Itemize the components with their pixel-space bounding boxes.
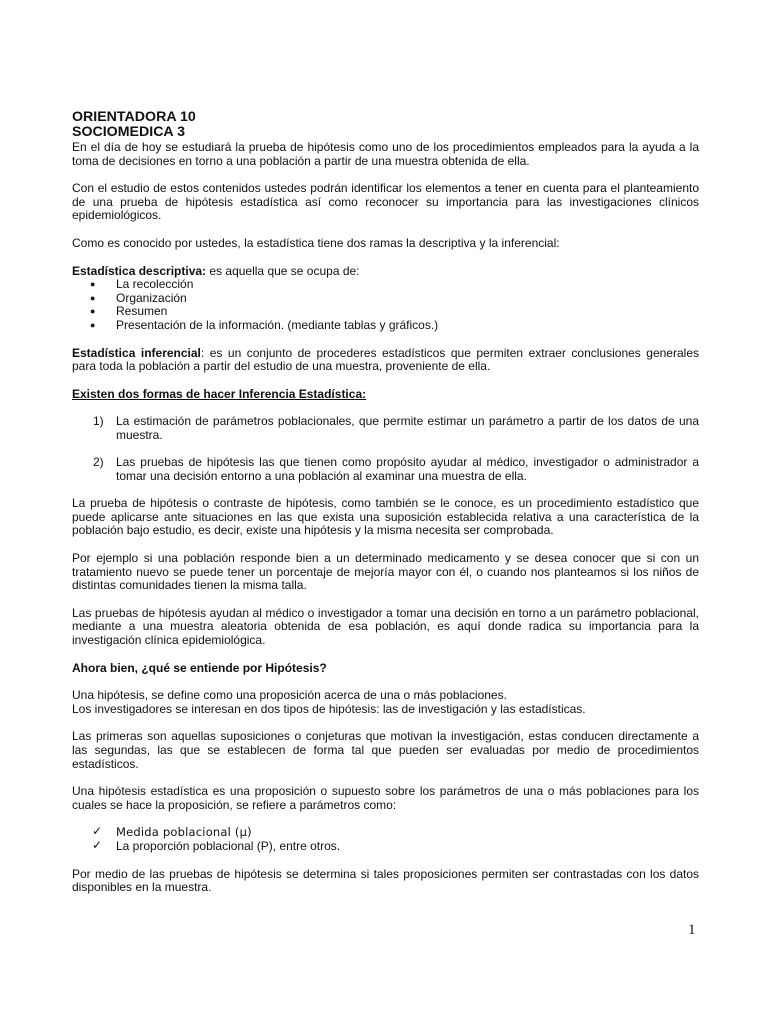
list-item: 1) La estimación de parámetros poblacionales, que permite estimar un parámetro a partir de los datos de una muestra. bbox=[93, 414, 699, 442]
parameters-list bbox=[72, 826, 699, 853]
inference-forms-list bbox=[72, 415, 699, 483]
branches-paragraph: Como es conocido por ustedes, la estadística tiene dos ramas la descriptiva y la inferencial: bbox=[72, 235, 560, 250]
intro-paragraph: En el día de hoy se estudiará la prueba de hipótesis como uno de los procedimientos empleados para la ayuda a la toma de decisiones en torno a una población a partir de una muestra obtenida de ella. bbox=[72, 140, 699, 168]
example-paragraph: Por ejemplo si una población responde bien a un determinado medicamento y se desea conocer que si con un tratamiento nuevo se puede tener un porcentaje de mejoría mayor con él, o cuando nos planteamos si los niños de distintas comunidades tienen la misma talla. bbox=[72, 551, 699, 593]
list-item: ✓ Medida poblacional (μ) bbox=[92, 824, 252, 840]
descriptive-list bbox=[72, 278, 699, 332]
inferential-definition bbox=[72, 347, 699, 374]
checkmark-icon: ✓ bbox=[92, 837, 103, 852]
inference-forms-heading: Existen dos formas de hacer Inferencia Estadística: bbox=[72, 386, 367, 401]
list-item: 2) Las pruebas de hipótesis las que tienen como propósito ayudar al médico, investigador o administrador a tomar una decisión entorno a una población al examinar una muestra de ella. bbox=[93, 455, 699, 483]
document-subtitle: SOCIOMEDICA 3 bbox=[72, 124, 185, 140]
statistical-hypothesis-paragraph: Una hipótesis estadística es una proposición o supuesto sobre los parámetros de una o más poblaciones para los cuales se hace la proposición, se refiere a parámetros como: bbox=[72, 784, 699, 812]
checkmark-icon: ✓ bbox=[92, 824, 103, 839]
document-title: ORIENTADORA 10 bbox=[72, 109, 196, 125]
page-number: 1 bbox=[688, 922, 696, 938]
descriptive-text: es aquella que se ocupa de: bbox=[206, 263, 360, 278]
list-item: ✓ La proporción poblacional (P), entre otros. bbox=[92, 837, 341, 853]
closing-paragraph: Por medio de las pruebas de hipótesis se determina si tales proposiciones permiten ser contrastadas con los datos disponibles en la muestra. bbox=[72, 866, 699, 895]
definition-line-1: Una hipótesis, se define como una proposición acerca de una o más poblaciones. bbox=[72, 688, 507, 703]
descriptive-label: Estadística descriptiva: bbox=[72, 263, 207, 278]
document-page bbox=[72, 110, 699, 909]
inferential-text: : es un conjunto de procederes estadísticos que permiten extraer conclusiones generales para toda la población a partir del estudio de una muestra, proveniente de ella. bbox=[72, 345, 699, 374]
list-item: ● La recolección bbox=[90, 277, 194, 292]
list-item: ● Resumen bbox=[90, 304, 168, 319]
definition-line-2: Los investigadores se interesan en dos tipos de hipótesis: las de investigación y las estadísticas. bbox=[72, 701, 586, 716]
hypothesis-test-paragraph: La prueba de hipótesis o contraste de hipótesis, como también se le conoce, es un procedimiento estadístico que puede aplicarse ante situaciones en las que exista una suposición establecida relativa a una característica de la población bajo estudio, es decir, existe una hipótesis y la misma necesita ser comprobada. bbox=[72, 496, 699, 538]
study-paragraph: Con el estudio de estos contenidos ustedes podrán identificar los elementos a tener en cuenta para el planteamiento de una prueba de hipótesis estadística así como reconocer su importancia para las investigaciones clínicos epidemiológicos. bbox=[72, 181, 699, 223]
importance-paragraph: Las pruebas de hipótesis ayudan al médico o investigador a tomar una decisión en torno a un parámetro poblacional, mediante a una muestra aleatoria obtenida de esa población, es aquí donde radica su importancia para la investigación clínica epidemiológica. bbox=[72, 605, 699, 648]
inferential-label: Estadística inferencial bbox=[72, 345, 201, 360]
bullet-icon: ● bbox=[90, 319, 96, 330]
descriptive-definition bbox=[72, 265, 699, 279]
hypothesis-heading: Ahora bien, ¿qué se entiende por Hipótesis? bbox=[72, 660, 327, 675]
list-item: ● Presentación de la información. (mediante tablas y gráficos.) bbox=[90, 317, 439, 332]
first-type-paragraph: Las primeras son aquellas suposiciones o conjeturas que motivan la investigación, estas conducen directamente a las segundas, las que se establecen de forma tal que pueden ser evaluadas por medio de procedimientos estadísticos. bbox=[72, 729, 699, 771]
list-item: ● Organización bbox=[90, 290, 187, 305]
bullet-icon: ● bbox=[90, 306, 96, 317]
bullet-icon: ● bbox=[90, 292, 96, 303]
bullet-icon: ● bbox=[90, 279, 96, 290]
